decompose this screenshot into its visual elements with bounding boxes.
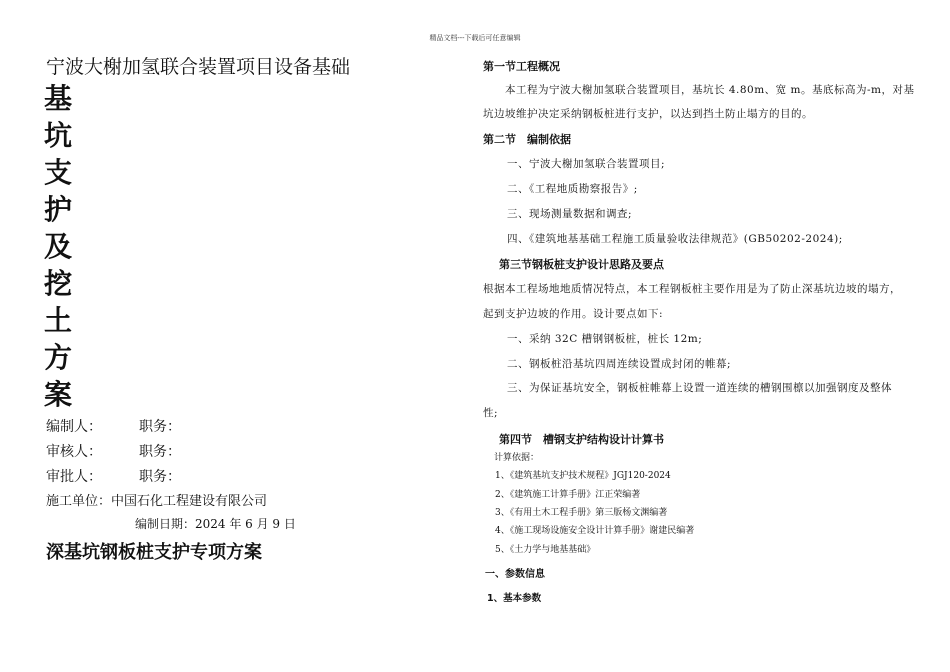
section4-title: 第四节 槽钢支护结构设计计算书: [499, 433, 664, 446]
section2-item: 四、《建筑地基基础工程施工质量验收法律规范》(GB50202-2024);: [507, 233, 843, 245]
position-label: 职务：: [139, 444, 181, 460]
section3-item: 二、钢板桩沿基坑四周连续设置成封闭的帷幕;: [507, 358, 732, 370]
section2-item: 二、《工程地质勘察报告》;: [507, 183, 638, 195]
compile-date: 编制日期：2024 年 6 月 9 日: [135, 517, 296, 531]
calc-basis-item: 4、《施工现场设施安全设计计算手册》谢建民编著: [495, 526, 695, 536]
vertical-title-char: 支: [44, 156, 73, 189]
approver-label: 审批人：: [46, 469, 102, 485]
section1-title: 第一节工程概况: [483, 60, 560, 73]
vertical-title-char: 坑: [44, 119, 73, 152]
section3-paragraph-line1: 根据本工程场地地质情况特点，本工程钢板桩主要作用是为了防止深基坑边坡的塌方，: [483, 283, 901, 295]
section2-item: 一、宁波大榭加氢联合装置项目;: [507, 158, 666, 170]
reviewer-line: [46, 441, 181, 461]
vertical-title: [44, 80, 80, 413]
compiler-line: [46, 416, 181, 436]
calc-basis-item: 3、《有用土木工程手册》第三版杨文渊编著: [495, 508, 668, 518]
basic-parameters-title: 1、基本参数: [487, 593, 542, 604]
section3-paragraph-line2: 起到支护边坡的作用。设计要点如下:: [483, 308, 664, 320]
approver-line: [46, 466, 181, 486]
construction-unit: 施工单位：中国石化工程建设有限公司: [46, 494, 268, 509]
vertical-title-char: 案: [44, 378, 73, 411]
vertical-title-char: 护: [44, 193, 73, 226]
vertical-title-char: 基: [44, 82, 73, 115]
scheme-subtitle: 深基坑钢板桩支护专项方案: [46, 542, 262, 563]
calc-basis-item: 2、《建筑施工计算手册》江正荣编著: [495, 490, 641, 500]
vertical-title-char: 方: [44, 341, 73, 374]
section1-paragraph-line1: 本工程为宁波大榭加氢联合装置项目，基坑长 4.80m、宽 m。基底标高为-m，对基: [505, 84, 915, 96]
parameter-info-title: 一、参数信息: [485, 569, 545, 580]
position-label: 职务：: [139, 419, 181, 435]
calc-basis-item: 1、《建筑基坑支护技术规程》JGJ120-2024: [495, 471, 671, 481]
reviewer-label: 审核人：: [46, 444, 102, 460]
calc-basis-item: 5、《土力学与地基基础》: [495, 545, 596, 555]
section3-tail: 性;: [483, 407, 499, 419]
vertical-title-char: 挖: [44, 267, 73, 300]
calc-basis-label: 计算依据：: [494, 453, 540, 463]
compiler-label: 编制人：: [46, 419, 102, 435]
position-label: 职务：: [139, 469, 181, 485]
section3-item: 三、为保证基坑安全，钢板桩帷幕上设置一道连续的槽钢围檩以加强钢度及整体: [507, 382, 892, 394]
header-note: 精品文档---下载后可任意编辑: [429, 34, 521, 42]
section2-item: 三、现场测量数据和调查;: [507, 208, 633, 220]
project-title: 宁波大榭加氢联合装置项目设备基础: [46, 56, 351, 78]
section1-paragraph-line2: 坑边坡维护决定采纳钢板桩进行支护，以达到挡土防止塌方的目的。: [483, 108, 813, 120]
vertical-title-char: 及: [44, 230, 73, 263]
vertical-title-char: 土: [44, 304, 73, 337]
section3-title: 第三节钢板桩支护设计思路及要点: [499, 258, 664, 271]
section2-title: 第二节 编制依据: [483, 133, 571, 146]
section3-item: 一、采纳 32C 槽钢钢板桩，桩长 12m;: [507, 333, 703, 345]
